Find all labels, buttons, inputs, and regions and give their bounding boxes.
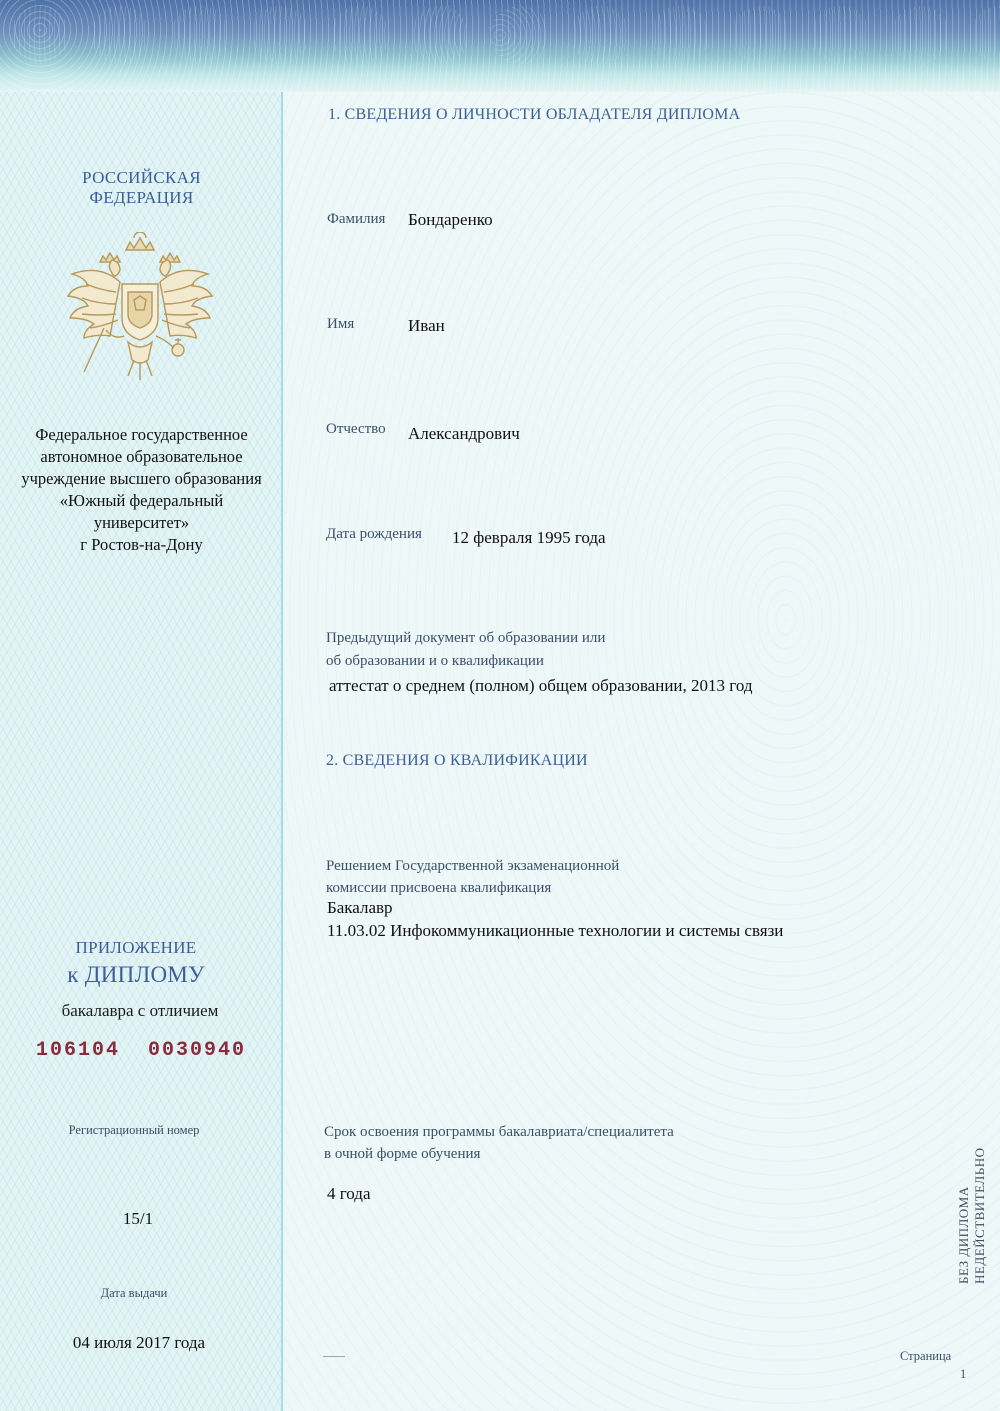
issue-date-label: Дата выдачи	[100, 1286, 168, 1300]
qualification-label-line-2: комиссии присвоена квалификация	[326, 880, 552, 896]
birth-date-value: 12 февраля 1995 года	[452, 528, 606, 547]
qualification-value: Бакалавр	[327, 898, 393, 917]
degree-type: бакалавра с отличием	[61, 1001, 219, 1020]
organization-line: университет»	[93, 513, 190, 532]
country-line-1: РОССИЙСКАЯ	[82, 168, 201, 187]
birth-date-label: Дата рождения	[326, 526, 422, 542]
organization-line: Федеральное государственное	[35, 425, 248, 444]
doc-title-line-2: к ДИПЛОМУ	[67, 962, 205, 987]
reg-number: 15/1	[122, 1209, 154, 1228]
prev-doc-label-line-2: об образовании и о квалификации	[326, 653, 544, 669]
term-label-line-2: в очной форме обучения	[324, 1146, 481, 1162]
organization-name	[0, 424, 283, 556]
term-label-line-1: Срок освоения программы бакалавриата/специалитета	[324, 1124, 674, 1140]
guilloche-top-band	[0, 0, 1000, 92]
serial-number: 106104 0030940	[35, 1039, 247, 1062]
prev-doc-label-line-1: Предыдущий документ об образовании или	[326, 630, 606, 646]
patronymic-label: Отчество	[326, 421, 386, 437]
specialty-value: 11.03.02 Инфокоммуникационные технологии и системы связи	[327, 921, 784, 940]
section-1-title: 1. СВЕДЕНИЯ О ЛИЧНОСТИ ОБЛАДАТЕЛЯ ДИПЛОМА	[328, 106, 741, 123]
issue-date: 04 июля 2017 года	[72, 1333, 206, 1352]
patronymic-value: Александрович	[408, 424, 520, 443]
organization-city: г Ростов-на-Дону	[80, 535, 203, 554]
prev-doc-value: аттестат о среднем (полном) общем образовании, 2013 год	[329, 676, 753, 695]
organization-line: автономное образовательное	[40, 447, 243, 466]
page-number: 1	[960, 1367, 967, 1381]
rosette-pattern	[0, 0, 1000, 70]
organization-line: «Южный федеральный	[59, 491, 224, 510]
russian-coat-of-arms-icon	[64, 232, 216, 390]
doc-title-line-1: ПРИЛОЖЕНИЕ	[75, 938, 197, 957]
name-value: Иван	[408, 316, 445, 335]
reg-number-label: Регистрационный номер	[68, 1123, 200, 1137]
divider	[323, 1356, 345, 1357]
term-value: 4 года	[327, 1184, 371, 1203]
organization-line: учреждение высшего образования	[21, 469, 262, 488]
country-name	[0, 168, 283, 208]
page-label: Страница	[900, 1349, 952, 1363]
qualification-label-line-1: Решением Государственной экзаменационной	[326, 858, 620, 874]
invalid-without-diploma-notice: БЕЗ ДИПЛОМА НЕДЕЙСТВИТЕЛЬНО	[956, 1147, 987, 1284]
country-line-2: ФЕДЕРАЦИЯ	[89, 188, 194, 207]
name-label: Имя	[327, 316, 355, 332]
surname-value: Бондаренко	[408, 210, 493, 229]
surname-label: Фамилия	[327, 211, 386, 227]
section-2-title: 2. СВЕДЕНИЯ О КВАЛИФИКАЦИИ	[326, 752, 588, 769]
